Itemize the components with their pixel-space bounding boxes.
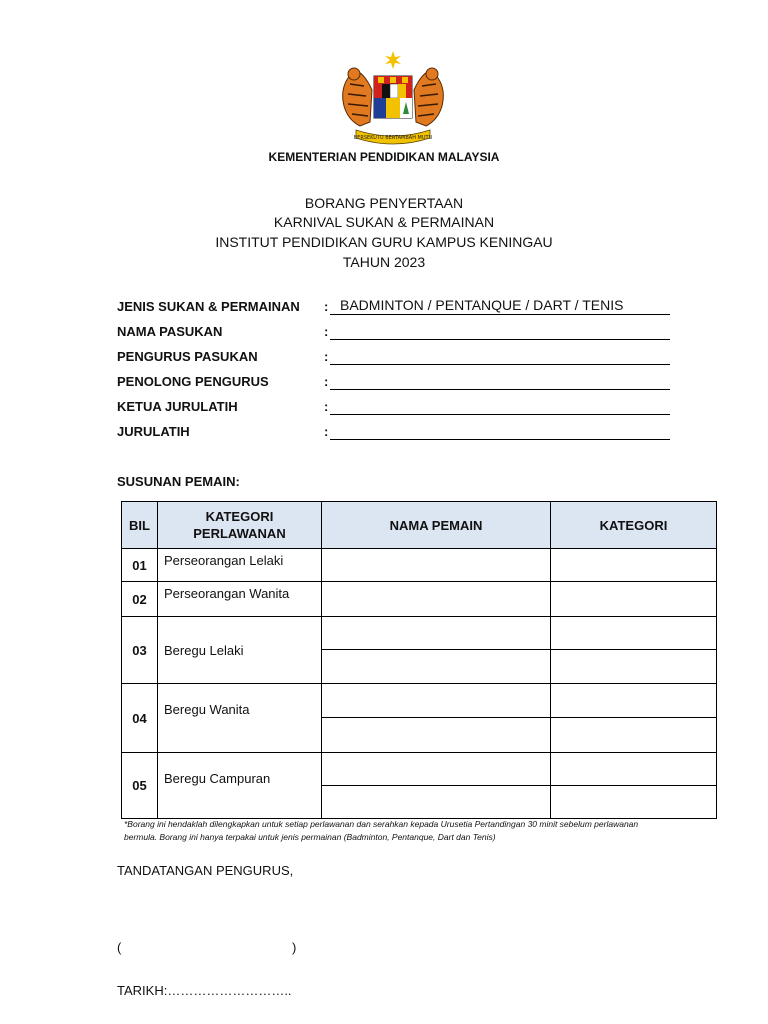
row-category	[158, 582, 322, 617]
event-title: KARNIVAL SUKAN & PERMAINAN	[273, 214, 495, 230]
table-row	[122, 617, 717, 650]
field-colon: :	[324, 324, 329, 339]
field-label-team-name: NAMA PASUKAN	[117, 324, 223, 339]
field-colon: :	[324, 349, 329, 364]
table-row	[122, 582, 717, 617]
row-category-label: Beregu Campuran	[164, 771, 271, 786]
signature-name-close: )	[292, 940, 297, 955]
category-cell[interactable]	[551, 650, 717, 684]
ministry-name: KEMENTERIAN PENDIDIKAN MALAYSIA	[268, 150, 500, 164]
institute-title: INSTITUT PENDIDIKAN GURU KAMPUS KENINGAU	[215, 234, 553, 250]
field-colon: :	[324, 424, 329, 439]
field-label-assistant-manager: PENOLONG PENGURUS	[117, 374, 269, 389]
header-match-category-label: KATEGORI PERLAWANAN	[193, 509, 286, 541]
category-cell[interactable]	[551, 684, 717, 718]
field-colon: :	[324, 399, 329, 414]
field-label-coach: JURULATIH	[117, 424, 190, 439]
player-name-cell[interactable]	[322, 753, 551, 786]
field-underline	[330, 364, 670, 365]
header-player-name: NAMA PEMAIN	[322, 502, 551, 549]
row-category	[158, 684, 322, 753]
footnote: *Borang ini hendaklah dilengkapkan untuk setiap perlawanan dan serahkan kepada Urusetia Pertandingan 30 minit sebelum perlawanan bermula. Borang ini hanya terpakai untuk jenis permainan (Badminton, Pentanque, Dart dan Tenis)	[124, 819, 639, 842]
table-row	[122, 684, 717, 718]
table-row	[122, 753, 717, 786]
header-category: KATEGORI	[551, 502, 717, 549]
row-number: 03	[122, 617, 158, 684]
field-underline	[330, 314, 670, 315]
field-colon: :	[324, 299, 329, 314]
field-underline	[330, 339, 670, 340]
row-number: 02	[122, 582, 158, 617]
field-underline	[330, 439, 670, 440]
category-cell[interactable]	[551, 718, 717, 753]
players-table	[121, 501, 717, 819]
row-category-label: Beregu Wanita	[164, 702, 250, 717]
field-label-sport: JENIS SUKAN & PERMAINAN	[117, 299, 300, 314]
crest-motto: BERSEKUTU BERTAMBAH MUTU	[353, 135, 433, 141]
player-name-cell[interactable]	[322, 549, 551, 582]
year-title: TAHUN 2023	[342, 254, 426, 270]
row-category-label: Beregu Lelaki	[164, 642, 244, 658]
signature-name-open: (	[117, 940, 122, 955]
category-cell[interactable]	[551, 617, 717, 650]
field-label-team-manager: PENGURUS PASUKAN	[117, 349, 258, 364]
player-name-cell[interactable]	[322, 650, 551, 684]
manager-signature-label: TANDATANGAN PENGURUS,	[117, 863, 294, 878]
category-cell[interactable]	[551, 786, 717, 819]
player-name-cell[interactable]	[322, 684, 551, 718]
category-cell[interactable]	[551, 549, 717, 582]
row-category	[158, 617, 322, 684]
form-title: BORANG PENYERTAAN	[304, 195, 464, 211]
player-name-cell[interactable]	[322, 786, 551, 819]
player-name-cell[interactable]	[322, 582, 551, 617]
header-match-category	[158, 502, 322, 549]
row-category-label: Perseorangan Lelaki	[164, 553, 284, 568]
field-colon: :	[324, 374, 329, 389]
row-number: 04	[122, 684, 158, 753]
player-name-cell[interactable]	[322, 617, 551, 650]
header-bil: BIL	[122, 502, 158, 549]
row-category	[158, 753, 322, 819]
row-category	[158, 549, 322, 582]
row-number: 05	[122, 753, 158, 819]
category-cell[interactable]	[551, 753, 717, 786]
category-cell[interactable]	[551, 582, 717, 617]
date-field[interactable]: TARIKH:………………………..	[117, 983, 292, 998]
player-name-cell[interactable]	[322, 718, 551, 753]
coat-of-arms-crest	[334, 50, 452, 148]
table-row	[122, 549, 717, 582]
field-label-head-coach: KETUA JURULATIH	[117, 399, 238, 414]
field-value-sport[interactable]: BADMINTON / PENTANQUE / DART / TENIS	[340, 297, 624, 313]
field-underline	[330, 414, 670, 415]
row-category-label: Perseorangan Wanita	[164, 586, 290, 601]
field-underline	[330, 389, 670, 390]
table-header-row	[122, 502, 717, 549]
row-number: 01	[122, 549, 158, 582]
players-section-label: SUSUNAN PEMAIN:	[117, 474, 240, 489]
